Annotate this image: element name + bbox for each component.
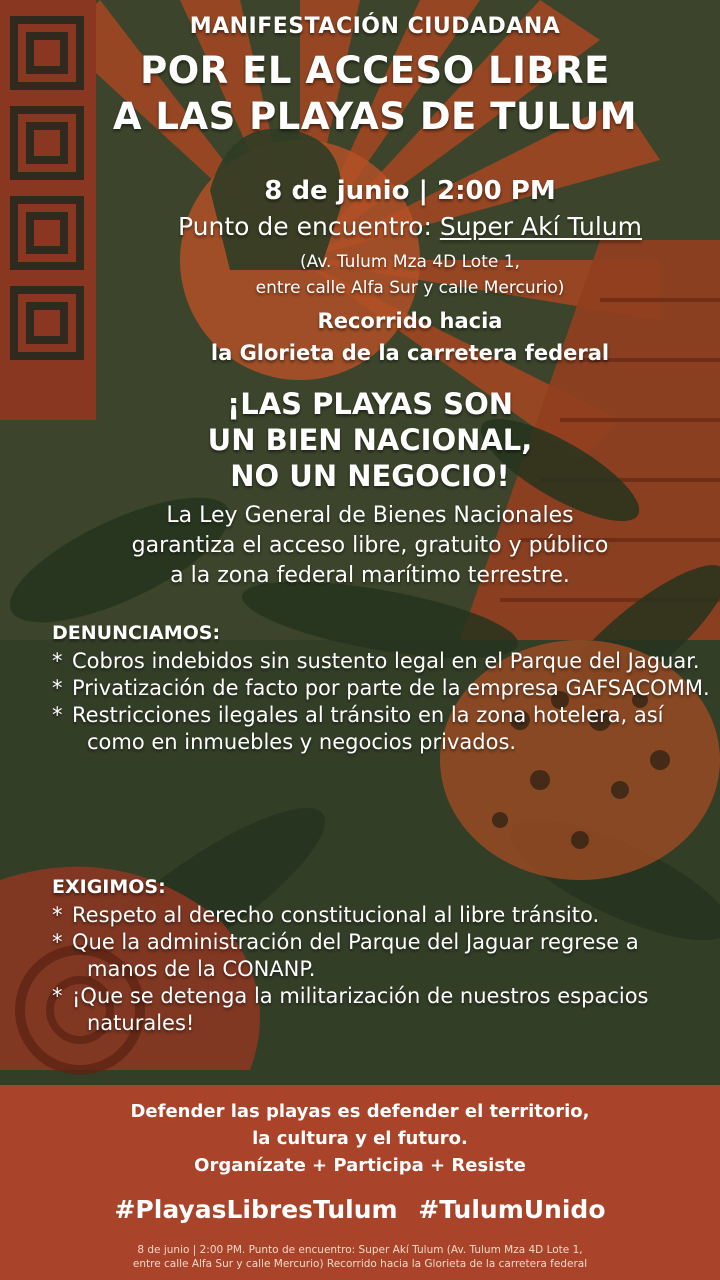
slogan-line-2: UN BIEN NACIONAL, xyxy=(207,423,533,457)
law-line-1: La Ley General de Bienes Nacionales xyxy=(166,503,574,528)
meeting-point xyxy=(0,212,720,241)
hashtags xyxy=(0,1195,720,1224)
hashtag-playas-libres: #PlayasLibresTulum xyxy=(114,1195,398,1224)
route-line-1: Recorrido hacia xyxy=(317,309,503,333)
closing-message xyxy=(0,1098,720,1179)
list-item: * Restricciones ilegales al tránsito en la zona hotelera, así como en inmuebles y negocios privados. xyxy=(52,703,664,754)
footer-line-1: 8 de junio | 2:00 PM. Punto de encuentro: Super Akí Tulum (Av. Tulum Mza 4D Lote 1, xyxy=(137,1244,583,1256)
route-line-2: la Glorieta de la carretera federal xyxy=(210,341,610,365)
denunciamos-list xyxy=(52,648,712,756)
denunciamos-section xyxy=(52,622,712,756)
closing-line-2: la cultura y el futuro. xyxy=(252,1128,468,1149)
footer-line-2: entre calle Alfa Sur y calle Mercurio) Recorrido hacia la Glorieta de la carretera federal xyxy=(132,1258,588,1270)
title-line-2: A LAS PLAYAS DE TULUM xyxy=(112,95,638,138)
page-title xyxy=(0,48,720,140)
closing-line-3: Organízate + Participa + Resiste xyxy=(194,1155,526,1176)
list-item: * Privatización de facto por parte de la empresa GAFSACOMM. xyxy=(52,676,710,700)
address-line-1: (Av. Tulum Mza 4D Lote 1, xyxy=(300,252,520,272)
title-line-1: POR EL ACCESO LIBRE xyxy=(140,49,610,92)
meeting-place: Super Akí Tulum xyxy=(439,212,642,241)
denunciamos-heading: DENUNCIAMOS: xyxy=(52,622,221,644)
footer-summary xyxy=(0,1243,720,1271)
exigimos-list xyxy=(52,902,712,1037)
meeting-label: Punto de encuentro: xyxy=(178,212,440,241)
meeting-address xyxy=(0,249,720,301)
address-line-2: entre calle Alfa Sur y calle Mercurio) xyxy=(255,278,565,298)
slogan-line-1: ¡LAS PLAYAS SON xyxy=(227,387,513,421)
list-item: * ¡Que se detenga la militarización de nuestros espacios naturales! xyxy=(52,984,649,1035)
slogan-line-3: NO UN NEGOCIO! xyxy=(230,459,510,493)
list-item: * Respeto al derecho constitucional al libre tránsito. xyxy=(52,903,600,927)
list-item: * Cobros indebidos sin sustento legal en el Parque del Jaguar. xyxy=(52,649,700,673)
event-date-time: 8 de junio | 2:00 PM xyxy=(264,176,556,206)
law-line-2: garantiza el acceso libre, gratuito y público xyxy=(131,533,609,558)
exigimos-heading: EXIGIMOS: xyxy=(52,876,166,898)
closing-line-1: Defender las playas es defender el territorio, xyxy=(130,1101,590,1122)
hashtag-tulum-unido: #TulumUnido xyxy=(418,1195,606,1224)
route xyxy=(0,305,720,369)
slogan xyxy=(0,386,720,494)
law-statement xyxy=(0,501,720,591)
law-line-3: a la zona federal marítimo terrestre. xyxy=(170,563,570,588)
list-item: * Que la administración del Parque del Jaguar regrese a manos de la CONANP. xyxy=(52,930,639,981)
event-type: MANIFESTACIÓN CIUDADANA xyxy=(189,14,561,39)
exigimos-section xyxy=(52,876,712,1037)
